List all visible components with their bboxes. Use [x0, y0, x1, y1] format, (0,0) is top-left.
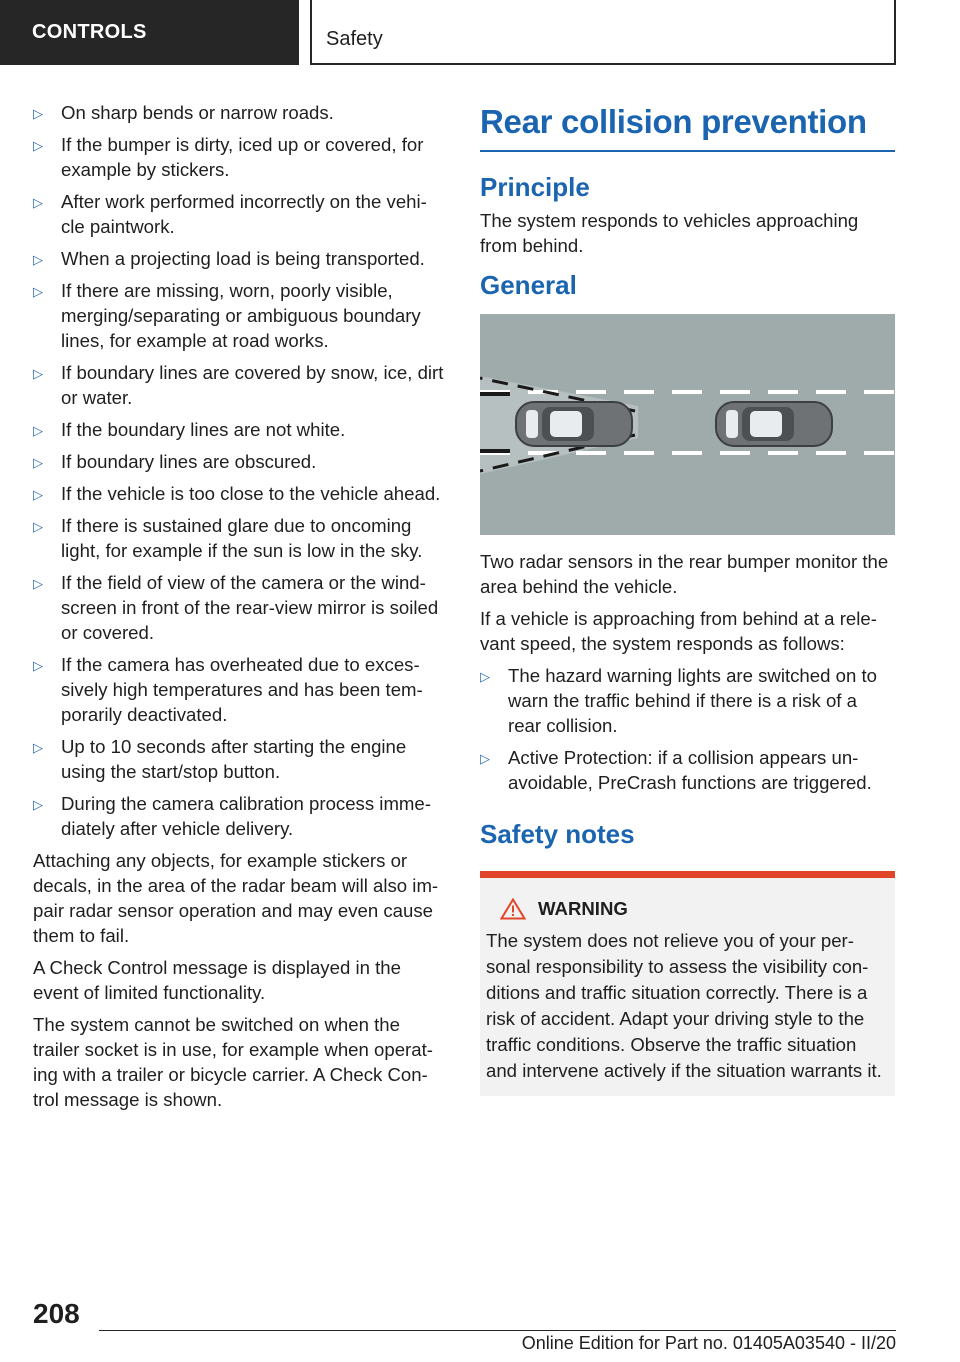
triangle-bullet-icon: ▷	[33, 252, 43, 267]
section-label: CONTROLS	[32, 21, 147, 43]
triangle-bullet-icon: ▷	[33, 195, 43, 210]
triangle-bullet-icon: ▷	[480, 669, 490, 684]
body-paragraph: The system cannot be switched on when the trailer socket is in use, for example when operat‐ing with a trailer or bicycle carrier. A Check Con‐trol message is shown.	[33, 1014, 433, 1110]
triangle-bullet-icon: ▷	[33, 138, 43, 153]
triangle-bullet-icon: ▷	[33, 487, 43, 502]
triangle-bullet-icon: ▷	[33, 658, 43, 673]
general-paragraph: Two radar sensors in the rear bumper monitor the area behind the vehicle.	[480, 551, 889, 597]
general-heading: General	[480, 270, 577, 300]
list-item: ▷ If there are missing, worn, poorly visible, merging/separating or ambiguous boundary lines, for example at road works.	[33, 280, 421, 351]
list-item: ▷ If boundary lines are obscured.	[33, 449, 449, 474]
list-item: ▷ Active Protection: if a collision appears un‐avoidable, PreCrash functions are triggered.	[480, 747, 872, 793]
header-title-text: Safety	[326, 28, 383, 50]
section-title: Rear collision prevention	[480, 100, 895, 152]
principle-heading: Principle	[480, 172, 590, 202]
triangle-bullet-icon: ▷	[480, 751, 490, 766]
body-paragraph: Attaching any objects, for example stickers or decals, in the area of the radar beam will also im‐pair radar sensor operation and may even cause them to fail.	[33, 850, 439, 946]
car-icon	[516, 402, 632, 446]
right-column	[480, 100, 895, 1096]
triangle-bullet-icon: ▷	[33, 106, 43, 121]
list-item: ▷ On sharp bends or narrow roads.	[33, 100, 449, 125]
triangle-bullet-icon: ▷	[33, 519, 43, 534]
radar-illustration	[480, 314, 895, 535]
warning-label: WARNING	[538, 898, 628, 919]
list-item: ▷ If boundary lines are covered by snow, ice, dirt or water.	[33, 362, 444, 408]
principle-text: The system responds to vehicles approaching from behind.	[480, 210, 859, 256]
triangle-bullet-icon: ▷	[33, 423, 43, 438]
body-paragraph: A Check Control message is displayed in the event of limited functionality.	[33, 957, 401, 1003]
list-item: ▷ If there is sustained glare due to oncoming light, for example if the sun is low in the sky.	[33, 515, 423, 561]
triangle-bullet-icon: ▷	[33, 284, 43, 299]
triangle-bullet-icon: ▷	[33, 576, 43, 591]
left-column	[33, 100, 449, 1119]
warning-box	[480, 871, 895, 1096]
list-item: ▷ If the vehicle is too close to the vehicle ahead.	[33, 481, 449, 506]
page-number: 208	[33, 1298, 80, 1329]
list-item: ▷ If the boundary lines are not white.	[33, 417, 449, 442]
triangle-bullet-icon: ▷	[33, 797, 43, 812]
response-list	[480, 663, 895, 795]
list-item: ▷ When a projecting load is being transported.	[33, 246, 449, 271]
triangle-bullet-icon: ▷	[33, 455, 43, 470]
car-icon	[716, 402, 832, 446]
warning-text: The system does not relieve you of your per‐sonal responsibility to assess the visibility con‐ditions and traffic situation correctly. There is a risk of accident. Adapt your driving style to the traffic conditions. Observe the traffic situation and intervene actively if the situation warrants it.	[486, 930, 882, 1081]
list-item: ▷ During the camera calibration process imme‐diately after vehicle delivery.	[33, 793, 431, 839]
list-item: ▷ After work performed incorrectly on the vehi‐cle paintwork.	[33, 191, 427, 237]
list-item: ▷ Up to 10 seconds after starting the engine using the start/stop button.	[33, 736, 407, 782]
general-paragraph: If a vehicle is approaching from behind at a rele‐vant speed, the system responds as follows:	[480, 608, 877, 654]
footer-divider	[99, 1330, 896, 1331]
list-item: ▷ If the field of view of the camera or the wind‐screen in front of the rear-view mirror is soiled or covered.	[33, 572, 439, 643]
list-item: ▷ If the camera has overheated due to exces‐sively high temperatures and has been tem‐porarily deactivated.	[33, 654, 423, 725]
road-diagram	[480, 314, 895, 535]
limitations-list	[33, 100, 449, 841]
triangle-bullet-icon: ▷	[33, 366, 43, 381]
page-header-title	[310, 0, 896, 65]
safety-notes-heading: Safety notes	[480, 819, 635, 849]
warning-header	[486, 896, 889, 922]
triangle-bullet-icon: ▷	[33, 740, 43, 755]
section-tab	[0, 0, 299, 65]
list-item: ▷ The hazard warning lights are switched on to warn the traffic behind if there is a risk of a rear collision.	[480, 665, 877, 736]
list-item: ▷ If the bumper is dirty, iced up or covered, for example by stickers.	[33, 134, 424, 180]
footer-edition: Online Edition for Part no. 01405A03540 - II/20	[521, 1333, 896, 1353]
warning-triangle-icon	[500, 898, 526, 920]
